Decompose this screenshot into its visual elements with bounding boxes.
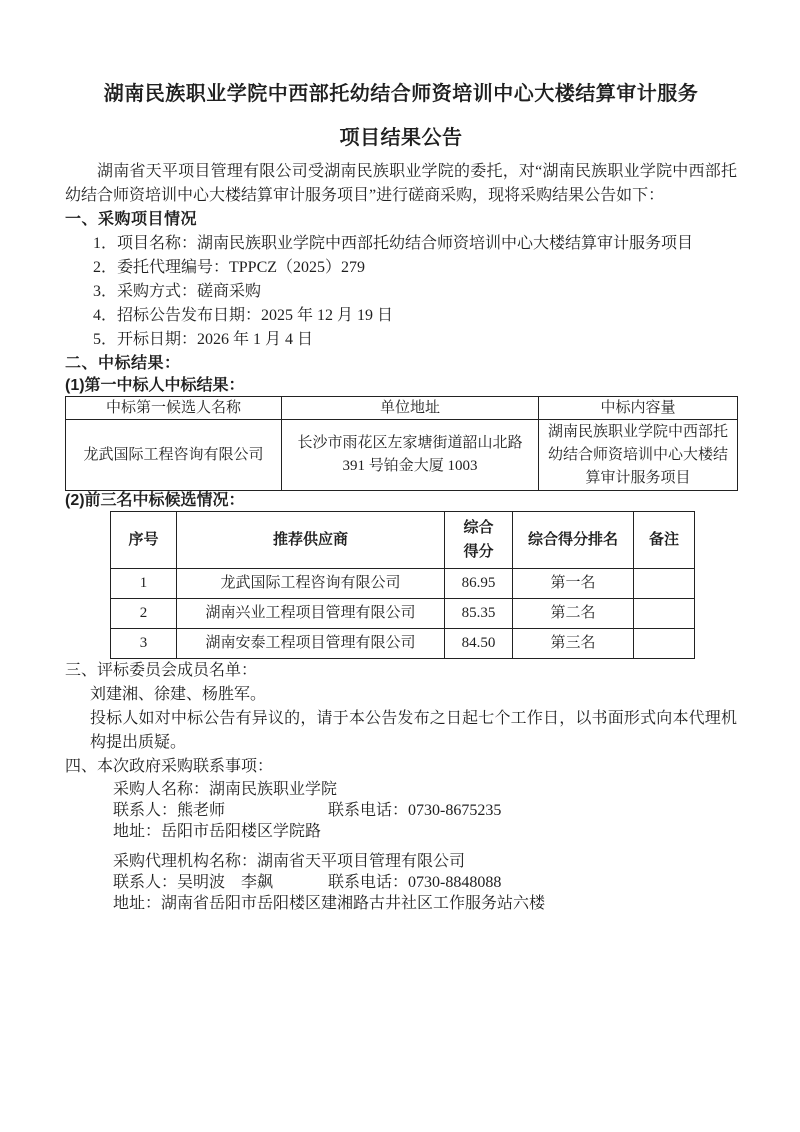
candidates-table xyxy=(110,511,695,659)
candidate-1-remark xyxy=(634,569,695,599)
candidate-row-2 xyxy=(111,599,695,629)
candidate-3-remark xyxy=(634,629,695,659)
agency-contact-person: 联系人：吴明波 李飙 xyxy=(113,874,274,891)
candidates-label: (2)前三名中标候选情况： xyxy=(65,492,245,509)
candidate-3-score: 84.50 xyxy=(445,629,513,659)
winner-table-row xyxy=(66,420,738,491)
agency-phone: 联系电话：0730-8848088 xyxy=(328,874,502,891)
list-item-agency-number: 2．委托代理编号：TPPCZ（2025）279 xyxy=(93,259,366,276)
agency-contact-block xyxy=(113,851,737,914)
agency-name: 采购代理机构名称：湖南省天平项目管理有限公司 xyxy=(113,853,466,870)
candidate-2-supplier: 湖南兴业工程项目管理有限公司 xyxy=(177,599,445,629)
candidate-2-rank: 第二名 xyxy=(513,599,634,629)
agency-contact-line xyxy=(113,872,737,893)
candidate-1-score: 86.95 xyxy=(445,569,513,599)
candidates-header-remark: 备注 xyxy=(634,512,695,569)
candidates-header-index: 序号 xyxy=(111,512,177,569)
section1-heading: 一、采购项目情况 xyxy=(65,211,198,228)
winner-table-header-content: 中标内容量 xyxy=(539,397,738,420)
purchaser-phone: 联系电话：0730-8675235 xyxy=(328,802,502,819)
candidate-1-supplier: 龙武国际工程咨询有限公司 xyxy=(177,569,445,599)
purchaser-contact-line xyxy=(113,800,737,821)
candidates-header-supplier: 推荐供应商 xyxy=(177,512,445,569)
winner-table-header-address: 单位地址 xyxy=(282,397,539,420)
candidate-row-1 xyxy=(111,569,695,599)
purchaser-address: 地址：岳阳市岳阳楼区学院路 xyxy=(113,823,322,840)
purchaser-name: 采购人名称：湖南民族职业学院 xyxy=(113,781,338,798)
list-item-opening-date: 5．开标日期：2026 年 1 月 4 日 xyxy=(93,331,314,348)
candidates-header-rank: 综合得分排名 xyxy=(513,512,634,569)
intro-paragraph: 湖南省天平项目管理有限公司受湖南民族职业学院的委托，对“湖南民族职业学院中西部托幼结合师资培训中心大楼结算审计服务项目”进行磋商采购，现将采购结果公告如下： xyxy=(65,163,737,204)
list-item-project-name: 1．项目名称：湖南民族职业学院中西部托幼结合师资培训中心大楼结算审计服务项目 xyxy=(93,235,694,252)
winner-content-cell: 湖南民族职业学院中西部托幼结合师资培训中心大楼结算审计服务项目 xyxy=(539,420,738,491)
candidate-2-score: 85.35 xyxy=(445,599,513,629)
winner-table xyxy=(65,396,738,491)
section2-heading: 二、中标结果： xyxy=(65,355,181,372)
section3-heading: 三、评标委员会成员名单： xyxy=(65,662,258,679)
winner-table-header-name: 中标第一候选人名称 xyxy=(66,397,282,420)
list-item-procurement-method: 3．采购方式：磋商采购 xyxy=(93,283,262,300)
agency-address: 地址：湖南省岳阳市岳阳楼区建湘路古井社区工作服务站六楼 xyxy=(113,895,546,912)
candidates-table-header-row xyxy=(111,512,695,569)
purchaser-contact-person: 联系人：熊老师 xyxy=(113,802,226,819)
section4-heading: 四、本次政府采购联系事项： xyxy=(65,758,274,775)
list-item-announcement-date: 4．招标公告发布日期：2025 年 12 月 19 日 xyxy=(93,307,394,324)
winner-table-header-row xyxy=(66,397,738,420)
candidates-header-score: 综合得分 xyxy=(445,512,513,569)
doc-title-line2: 项目结果公告 xyxy=(339,127,463,149)
winner-address-cell: 长沙市雨花区左家塘街道韶山北路391 号铂金大厦 1003 xyxy=(282,420,539,491)
candidate-3-supplier: 湖南安泰工程项目管理有限公司 xyxy=(177,629,445,659)
candidate-1-index: 1 xyxy=(111,569,177,599)
committee-members: 刘建湘、徐建、杨胜军。 xyxy=(90,686,267,703)
candidate-1-rank: 第一名 xyxy=(513,569,634,599)
candidate-2-index: 2 xyxy=(111,599,177,629)
candidate-3-index: 3 xyxy=(111,629,177,659)
winner-name-cell: 龙武国际工程咨询有限公司 xyxy=(66,420,282,491)
candidate-row-3 xyxy=(111,629,695,659)
purchaser-contact-block xyxy=(113,779,737,842)
objection-paragraph: 投标人如对中标公告有异议的，请于本公告发布之日起七个工作日，以书面形式向本代理机构提出质疑。 xyxy=(90,710,737,751)
candidate-2-remark xyxy=(634,599,695,629)
winner-result-label: (1)第一中标人中标结果： xyxy=(65,377,245,394)
candidate-3-rank: 第三名 xyxy=(513,629,634,659)
doc-title-line1: 湖南民族职业学院中西部托幼结合师资培训中心大楼结算审计服务 xyxy=(103,83,699,105)
